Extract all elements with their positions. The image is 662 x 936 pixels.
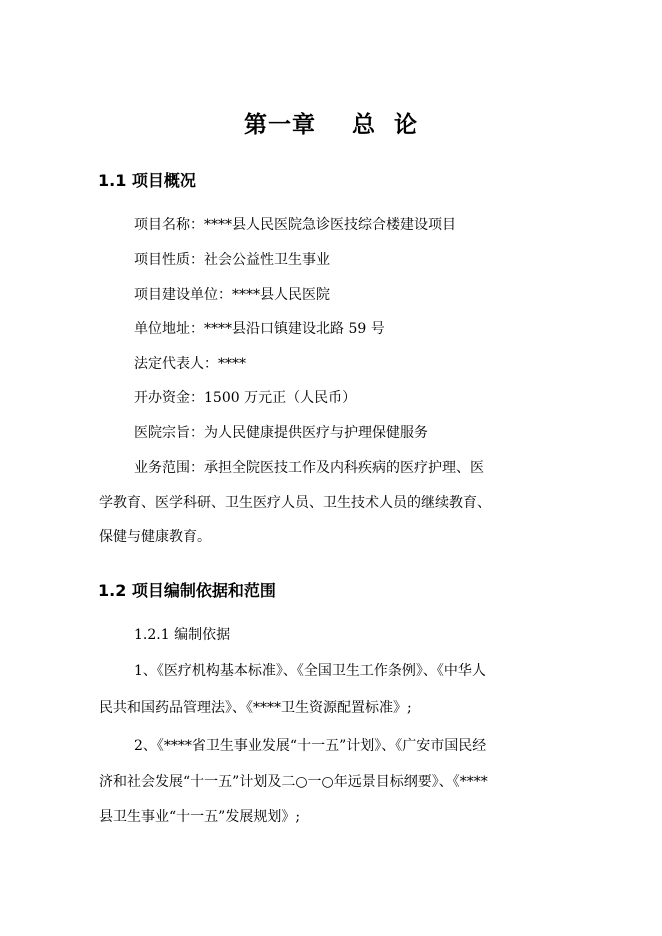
field-project-name [134, 216, 456, 234]
field-label: 法定代表人： [134, 356, 218, 372]
field-value: ****县沿口镇建设北路 59 号 [204, 321, 385, 337]
field-value: 为人民健康提供医疗与护理保健服务 [204, 425, 428, 441]
section-heading-1-1: 1.1 项目概况 [98, 171, 196, 190]
field-label: 开办资金： [134, 390, 204, 406]
business-scope-line-1: 业务范围：承担全院医技工作及内科疾病的医疗护理、医 [134, 460, 484, 476]
chapter-title: 第一章 总 论 [243, 111, 419, 138]
basis-item-2-line-3: 县卫生事业“十一五”发展规划》; [99, 809, 301, 825]
basis-item-1-line-1: 1、《医疗机构基本标准》、《全国卫生工作条例》、《中华人 [134, 663, 486, 679]
field-value: ****县人民医院急诊医技综合楼建设项目 [204, 217, 456, 233]
field-legal-representative [134, 355, 246, 373]
basis-item-1-line-2: 民共和国药品管理法》、《****卫生资源配置标准》; [99, 700, 412, 716]
basis-item-2-line-1: 2、《****省卫生事业发展“十一五”计划》、《广安市国民经 [134, 738, 487, 754]
field-hospital-purpose [134, 424, 428, 442]
basis-item-2-line-2: 济和社会发展“十一五”计划及二○一○年远景目标纲要》、《**** [99, 774, 488, 790]
field-label: 医院宗旨： [134, 425, 204, 441]
field-label: 项目建设单位： [134, 287, 232, 303]
field-funding [134, 389, 356, 407]
field-label: 项目名称： [134, 217, 204, 233]
field-label: 单位地址： [134, 321, 204, 337]
section-heading-1-2: 1.2 项目编制依据和范围 [98, 581, 276, 600]
field-value: 1500 万元正（人民币） [204, 390, 357, 406]
field-label: 项目性质： [134, 252, 204, 268]
field-unit-address [134, 320, 385, 338]
field-value: 社会公益性卫生事业 [204, 252, 330, 268]
field-value: ****县人民医院 [232, 287, 330, 303]
business-scope-line-2: 学教育、医学科研、卫生医疗人员、卫生技术人员的继续教育、 [99, 495, 491, 511]
field-construction-unit [134, 286, 330, 304]
business-scope-line-3: 保健与健康教育。 [99, 529, 211, 545]
field-project-nature [134, 251, 330, 269]
field-value: **** [218, 356, 246, 372]
subsection-heading-1-2-1: 1.2.1 编制依据 [134, 627, 231, 643]
